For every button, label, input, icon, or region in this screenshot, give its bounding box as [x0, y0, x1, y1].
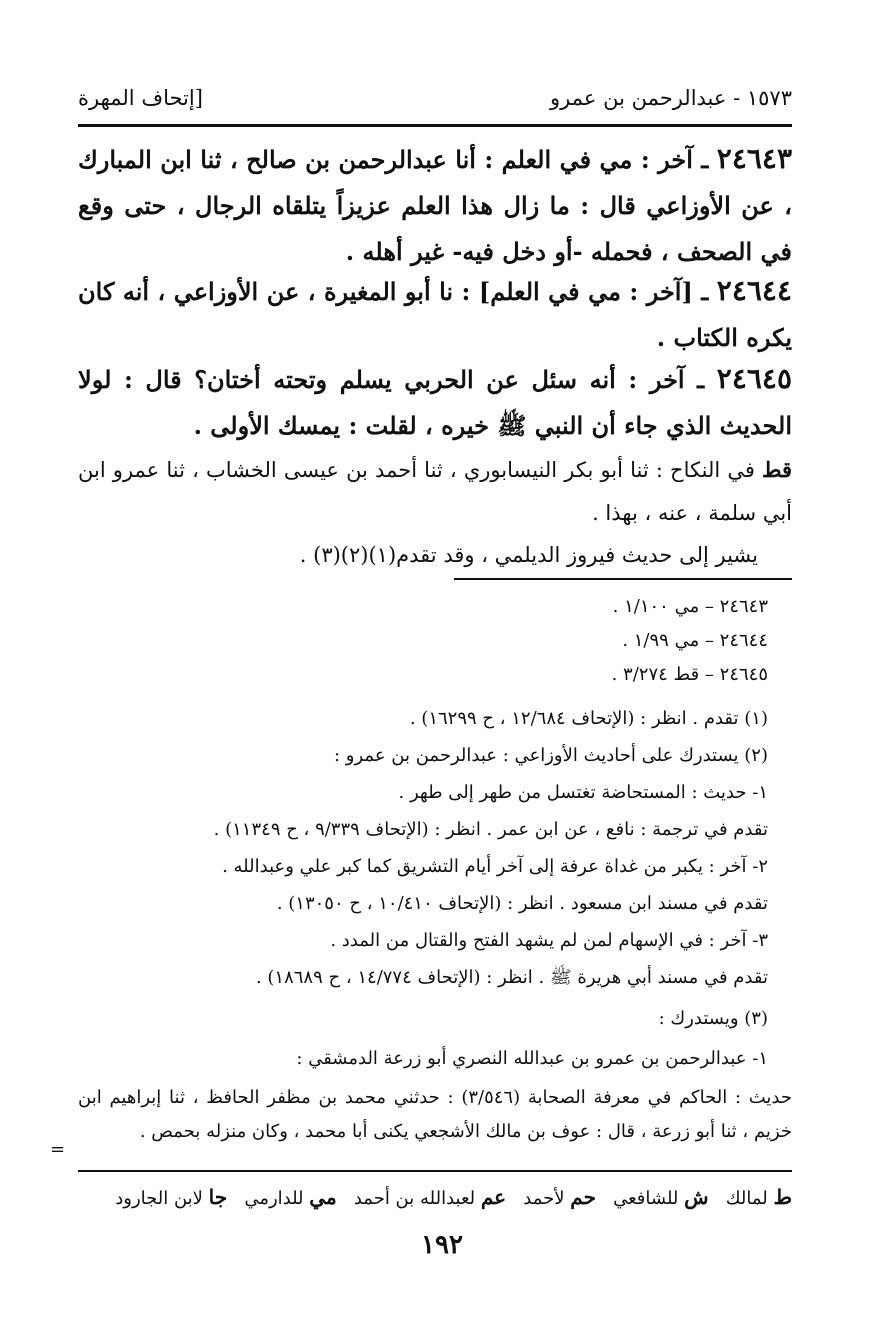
source-code: قط — [762, 457, 793, 482]
header-rule — [78, 124, 792, 127]
footnote-3-hadith: حديث : الحاكم في معرفة الصحابة (٣/٥٤٦) : حدثني محمد بن مظفر الحافظ ، ثنا إبراهيم ابن خزيم ، ثنا أبو زرعة ، قال : عوف بن مالك الأشجعي يكنى أبا محمد ، وكان منزله بحمص . — [78, 1087, 793, 1142]
entry-number: ٢٤٦٤٤ — [716, 274, 792, 307]
abbr-meaning: للشافعي — [613, 1188, 679, 1209]
footnote-3: (٣) ويستدرك : — [658, 1008, 768, 1029]
abbr-code: حم — [570, 1185, 596, 1209]
footnote-2: (٢) يستدرك على أحاديث الأوزاعي : عبدالرحمن بن عمرو : — [334, 745, 768, 766]
footnote-2-item-1: ١- حديث : المستحاضة تغتسل من طهر إلى طهر . — [398, 782, 768, 803]
abbr-code: جا — [208, 1185, 228, 1209]
abbr-code: ط — [773, 1185, 792, 1209]
entry-text: ـ آخر : أنه سئل عن الحربي يسلم وتحته أختان؟ قال : لولا الحديث الذي جاء أن النبي ﷺ خيره ، لقلت : يمسك الأولى . — [78, 365, 792, 440]
abbr-meaning: لعبدالله بن أحمد — [353, 1188, 476, 1209]
note-line: يشير إلى حديث فيروز الديلمي ، وقد تقدم(١)(٢)(٣) . — [299, 543, 758, 567]
footnote-separator — [454, 578, 792, 580]
abbr-meaning: للدارمي — [244, 1188, 304, 1209]
header-book-title: [إتحاف المهرة — [78, 86, 203, 110]
abbr-meaning: لابن الجارود — [115, 1188, 203, 1209]
header-chapter-title: ١٥٧٣ - عبدالرحمن بن عمرو — [550, 86, 792, 110]
footnote-2-ref-2: تقدم في مسند ابن مسعود . انظر : (الإتحاف ١٠/٤١٠ ، ح ١٣٠٥٠) . — [276, 893, 768, 914]
entry-24644 — [78, 268, 792, 361]
footnote-2-ref-1: تقدم في ترجمة : نافع ، عن ابن عمر . انظر : (الإتحاف ٩/٣٣٩ ، ح ١١٣٤٩) . — [213, 819, 768, 840]
entry-number: ٢٤٦٤٣ — [716, 142, 792, 175]
abbr-meaning: لمالك — [725, 1188, 768, 1209]
entry-24643 — [78, 136, 792, 275]
footnote-3-item-1: ١- عبدالرحمن بن عمرو بن عبدالله النصري أبو زرعة الدمشقي : — [296, 1048, 768, 1069]
abbr-code: مي — [309, 1185, 337, 1209]
footnote-1: (١) تقدم . انظر : (الإتحاف ١٢/٦٨٤ ، ح ١٦٢٩٩) . — [409, 708, 768, 729]
footnote-2-item-2: ٢- آخر : يكبر من غداة عرفة إلى آخر أيام التشريق كما كبر علي وعبدالله . — [222, 856, 768, 877]
entry-24645 — [78, 356, 792, 449]
abbr-code: عم — [480, 1185, 507, 1209]
footnote-2-item-3: ٣- آخر : في الإسهام لمن لم يشهد الفتح والقتال من المدد . — [330, 930, 768, 951]
entry-text: ـ [آخر : مي في العلم] : نا أبو المغيرة ، عن الأوزاعي ، أنه كان يكره الكتاب . — [78, 277, 792, 352]
footnote-ref-3: ٢٤٦٤٥ – قط ٣/٢٧٤ . — [611, 664, 768, 685]
source-text: في النكاح : ثنا أبو بكر النيسابوري ، ثنا أحمد بن عيسى الخشاب ، ثنا عمرو ابن أبي سلمة ، عنه ، بهذا . — [78, 458, 792, 525]
entry-text: ـ آخر : مي في العلم : أنا عبدالرحمن بن صالح ، ثنا ابن المبارك ، عن الأوزاعي قال : ما زال هذا العلم عزيزاً يتلقاه الرجال ، حتى وقع في الصحف ، فحمله -أو دخل فيه- غير أهله . — [78, 145, 792, 266]
running-header — [78, 78, 792, 118]
page-number: ١٩٢ — [421, 1230, 463, 1260]
abbr-code: ش — [684, 1185, 709, 1209]
footnote-ref-1: ٢٤٦٤٣ – مي ١/١٠٠ . — [612, 596, 768, 617]
source-paragraph — [78, 448, 792, 535]
entry-number: ٢٤٦٤٥ — [716, 362, 792, 395]
abbreviation-separator — [78, 1170, 792, 1172]
continuation-mark: = — [50, 1139, 66, 1160]
abbr-meaning: لأحمد — [523, 1188, 565, 1209]
footnote-2-ref-3: تقدم في مسند أبي هريرة ﷺ . انظر : (الإتحاف ١٤/٧٧٤ ، ح ١٨٦٨٩) . — [255, 967, 768, 988]
abbreviation-key — [78, 1180, 792, 1216]
footnote-ref-2: ٢٤٦٤٤ – مي ١/٩٩ . — [622, 630, 768, 651]
